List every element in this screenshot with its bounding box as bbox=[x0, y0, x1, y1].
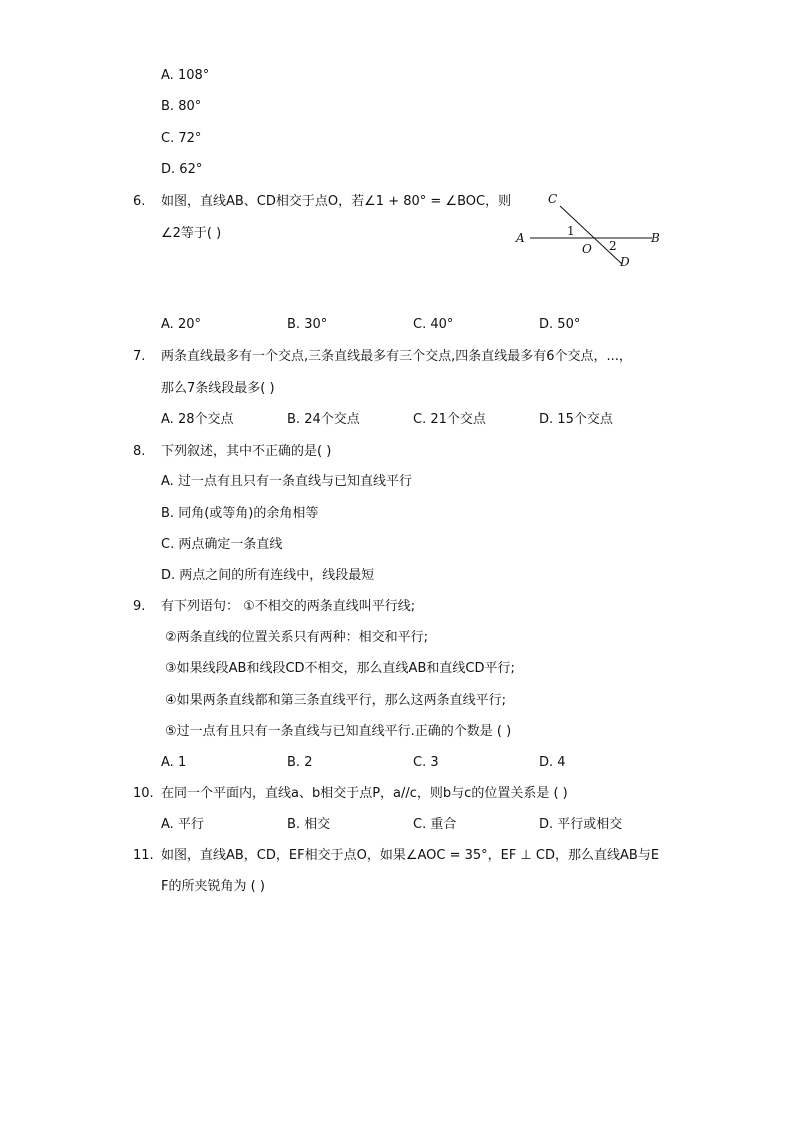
option-a bbox=[161, 67, 209, 85]
option-d bbox=[161, 161, 202, 179]
label-o: O bbox=[582, 242, 592, 256]
question-number: 11. bbox=[133, 848, 154, 863]
option-d bbox=[539, 411, 613, 429]
question-text-line1: 下列叙述，其中不正确的是( ) bbox=[161, 444, 332, 459]
option-b bbox=[161, 505, 318, 523]
option-c bbox=[413, 816, 456, 834]
question-text-line1: 有下列语句： ①不相交的两条直线叫平行线; bbox=[161, 599, 416, 614]
option-letter: D. bbox=[161, 162, 176, 177]
option-letter: D. bbox=[161, 568, 176, 583]
question-text-line2: F的所夹锐角为 ( ) bbox=[161, 879, 265, 894]
option-letter: C. bbox=[161, 131, 175, 146]
question-number: 10. bbox=[133, 786, 154, 801]
label-c: C bbox=[548, 192, 558, 206]
option-text: 平行或相交 bbox=[557, 817, 623, 832]
option-text: 3 bbox=[430, 755, 439, 770]
angle-2-label: 2 bbox=[609, 239, 617, 253]
option-text: 21个交点 bbox=[430, 412, 486, 427]
option-a bbox=[161, 754, 186, 772]
option-d bbox=[539, 316, 580, 334]
question-text-line4: ④如果两条直线都和第三条直线平行，那么这两条直线平行; bbox=[165, 693, 507, 708]
option-text: 80° bbox=[178, 99, 202, 114]
option-text: 20° bbox=[177, 317, 201, 332]
option-letter: B. bbox=[287, 317, 301, 332]
option-letter: C. bbox=[413, 755, 427, 770]
option-letter: B. bbox=[287, 817, 301, 832]
option-text: 过一点有且只有一条直线与已知直线平行 bbox=[177, 474, 412, 489]
option-b bbox=[287, 816, 330, 834]
option-text: 2 bbox=[304, 755, 313, 770]
question-text-line1: 在同一个平面内，直线a、b相交于点P，a//c，则b与c的位置关系是 ( ) bbox=[161, 786, 568, 801]
option-letter: C. bbox=[413, 412, 427, 427]
question-text-line1: 如图，直线AB，CD，EF相交于点O，如果∠AOC = 35°，EF ⊥ CD，那么直线AB与E bbox=[161, 848, 660, 863]
label-a: A bbox=[516, 231, 525, 245]
option-b bbox=[161, 98, 201, 116]
question-text-line5: ⑤过一点有且只有一条直线与已知直线平行.正确的个数是 ( ) bbox=[165, 724, 512, 739]
option-letter: D. bbox=[539, 412, 554, 427]
question-text-line1: 如图，直线AB、CD相交于点O，若∠1 + 80° = ∠BOC，则 bbox=[161, 194, 512, 209]
option-text: 15个交点 bbox=[557, 412, 613, 427]
option-letter: B. bbox=[287, 412, 301, 427]
option-d bbox=[161, 567, 374, 585]
option-text: 40° bbox=[430, 317, 454, 332]
option-text: 108° bbox=[177, 68, 210, 83]
option-c bbox=[161, 130, 201, 148]
option-text: 重合 bbox=[430, 817, 457, 832]
option-letter: C. bbox=[161, 537, 175, 552]
question-text-line1: 两条直线最多有一个交点,三条直线最多有三个交点,四条直线最多有6个交点，...， bbox=[161, 349, 632, 364]
question-number: 6. bbox=[133, 194, 146, 209]
question-text-line2: 那么7条线段最多( ) bbox=[161, 381, 275, 396]
intersecting-lines-figure bbox=[510, 186, 670, 276]
option-letter: A. bbox=[161, 317, 174, 332]
option-text: 72° bbox=[178, 131, 202, 146]
question-number: 7. bbox=[133, 349, 146, 364]
option-text: 1 bbox=[177, 755, 187, 770]
option-letter: A. bbox=[161, 474, 174, 489]
question-number: 9. bbox=[133, 599, 146, 614]
option-d bbox=[539, 754, 566, 772]
label-d: D bbox=[620, 255, 630, 269]
option-letter: A. bbox=[161, 755, 174, 770]
option-text: 62° bbox=[179, 162, 203, 177]
option-letter: D. bbox=[539, 755, 554, 770]
option-text: 两点确定一条直线 bbox=[178, 537, 283, 552]
option-text: 同角(或等角)的余角相等 bbox=[178, 506, 319, 521]
option-text: 28个交点 bbox=[177, 412, 234, 427]
option-text: 两点之间的所有连线中，线段最短 bbox=[179, 568, 375, 583]
option-a bbox=[161, 316, 201, 334]
option-text: 相交 bbox=[304, 817, 331, 832]
option-c bbox=[413, 316, 453, 334]
option-text: 平行 bbox=[177, 817, 204, 832]
option-c bbox=[413, 411, 486, 429]
option-letter: D. bbox=[539, 817, 554, 832]
option-letter: B. bbox=[161, 99, 175, 114]
option-a bbox=[161, 473, 412, 491]
question-text-line2: ∠2等于( ) bbox=[161, 226, 222, 241]
question-number: 8. bbox=[133, 444, 146, 459]
option-text: 30° bbox=[304, 317, 328, 332]
question-text-line3: ③如果线段AB和线段CD不相交，那么直线AB和直线CD平行; bbox=[165, 661, 515, 676]
option-letter: A. bbox=[161, 412, 174, 427]
option-b bbox=[287, 411, 360, 429]
option-b bbox=[287, 316, 327, 334]
option-text: 4 bbox=[557, 755, 566, 770]
option-d bbox=[539, 816, 622, 834]
angle-1-label: 1 bbox=[567, 224, 575, 238]
option-letter: B. bbox=[287, 755, 301, 770]
option-b bbox=[287, 754, 312, 772]
label-b: B bbox=[651, 231, 660, 245]
option-text: 24个交点 bbox=[304, 412, 360, 427]
question-text-line2: ②两条直线的位置关系只有两种：相交和平行; bbox=[165, 630, 429, 645]
option-c bbox=[161, 536, 282, 554]
option-text: 50° bbox=[557, 317, 581, 332]
option-letter: A. bbox=[161, 68, 174, 83]
option-a bbox=[161, 816, 204, 834]
option-a bbox=[161, 411, 233, 429]
option-letter: C. bbox=[413, 817, 427, 832]
option-letter: B. bbox=[161, 506, 175, 521]
option-letter: C. bbox=[413, 317, 427, 332]
option-letter: D. bbox=[539, 317, 554, 332]
option-c bbox=[413, 754, 439, 772]
option-letter: A. bbox=[161, 817, 174, 832]
